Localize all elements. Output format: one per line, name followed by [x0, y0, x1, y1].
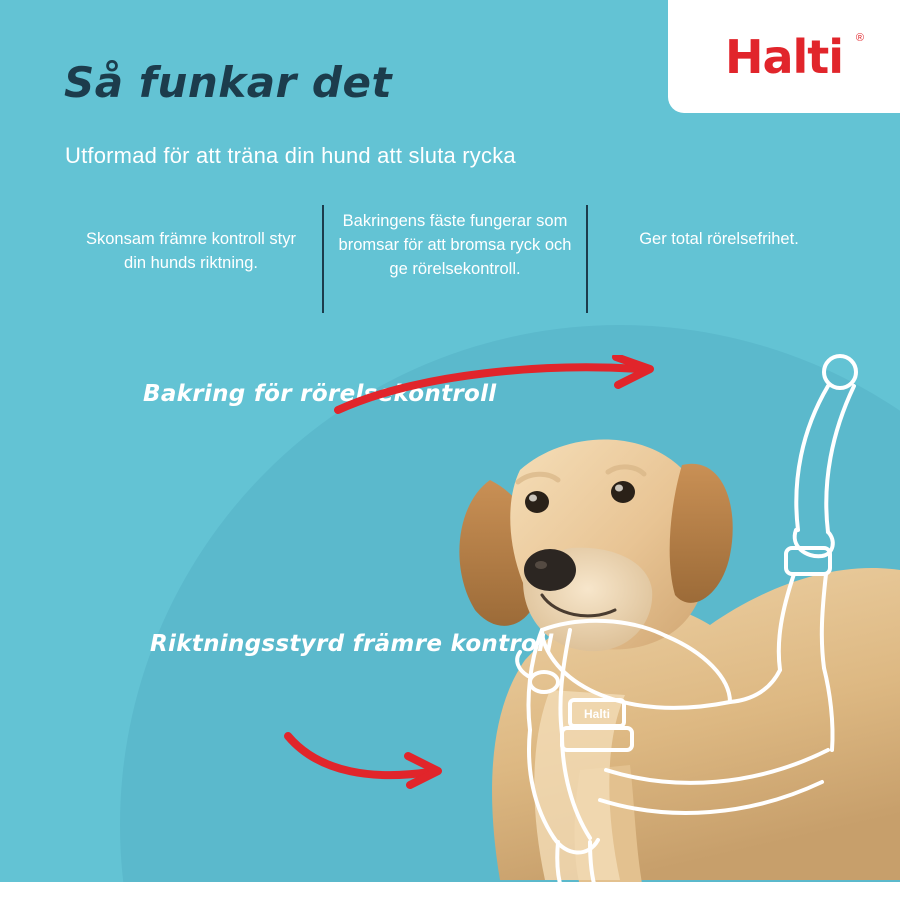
registered-trademark-icon: ® — [855, 32, 864, 44]
brand-logo-text: Halti — [724, 29, 844, 84]
callout-front-control — [150, 630, 554, 660]
page-subtitle: Utformad för att träna din hund att sluta rycka — [65, 143, 516, 168]
feature-item-1: Skonsam främre kontroll styr din hunds riktning. — [86, 230, 296, 272]
feature-item-2: Bakringens fäste fungerar som bromsar för att bromsa ryck och ge rörelsekontroll. — [338, 212, 572, 278]
arrow-bottom-icon — [280, 730, 460, 790]
feature-item-3: Ger total rörelsefrihet. — [639, 230, 799, 248]
page-title: Så funkar det — [64, 58, 393, 107]
harness-tag-label: Halti — [583, 707, 611, 721]
bottom-strip — [0, 882, 900, 900]
callout-front-control-text: Riktningsstyrd främre kontroll — [150, 631, 554, 657]
brand-logo — [668, 0, 900, 113]
callout-back-ring-text: Bakring för rörelsekontroll — [143, 381, 497, 407]
arrow-top-icon — [330, 355, 670, 425]
feature-list — [60, 200, 850, 313]
